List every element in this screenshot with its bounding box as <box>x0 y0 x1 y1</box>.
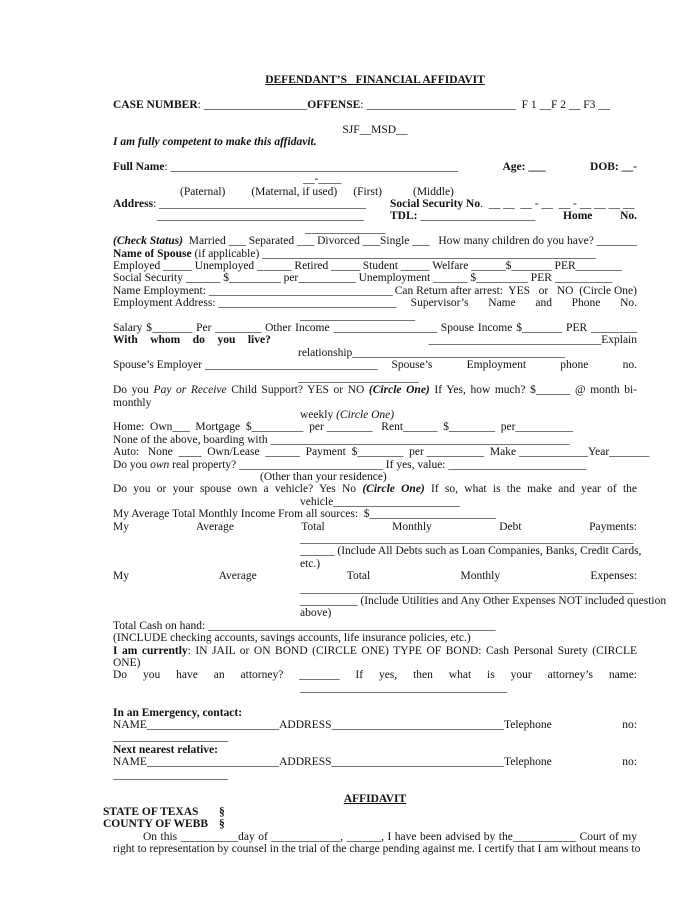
property-blanks: real property? _________________________ If yes, value: ________________________ <box>169 458 587 471</box>
relative-phone-label: no: <box>622 756 637 769</box>
county-section-symbol: § <box>219 818 225 831</box>
expenses-blank-line: __________________________________________________________ <box>300 582 634 595</box>
address-blank: : ____________________________________ <box>153 198 367 211</box>
boarding-row: None of the above, boarding with ____________________________________________________ <box>113 433 570 446</box>
affidavit-heading: AFFIDAVIT <box>343 793 407 806</box>
felony-flags: F 1 __F 2 __ F3 __ <box>515 98 610 111</box>
ssn-blank: . __ __ __ - __ __ - __ __ __ __ <box>480 198 635 211</box>
attorney-name-blank: ____________________________________ <box>300 681 507 694</box>
vehicle-row <box>113 483 637 495</box>
living-with-blank: ______________________________Explain <box>428 334 637 347</box>
case-number-blank: : __________________ <box>197 98 308 111</box>
emergency-contact-row <box>113 719 637 731</box>
child-support-pre: Do you <box>113 384 154 397</box>
case-number-row <box>113 99 637 111</box>
spouse-name-blank: (if applicable) __________________________________________________________ <box>191 247 596 260</box>
weekly-label: weekly <box>300 408 337 421</box>
debt-detail-block <box>300 532 642 570</box>
income-total-row: My Average Total Monthly Income From all sources: $______________________ <box>113 508 497 521</box>
vehicle-continuation: vehicle______________________ <box>300 495 460 508</box>
home-label: Home <box>563 210 593 223</box>
auto-row: Auto: None ____ Own/Lease ______ Payment $________ per __________ Make ____________Year_______ <box>113 446 650 459</box>
county-row <box>103 818 637 830</box>
debt-note-line: ______ (Include All Debts such as Loan Companies, Banks, Credit Cards, <box>300 545 642 558</box>
tdl-field <box>390 210 535 222</box>
offense-blank: : __________________________ <box>360 98 516 111</box>
real-property-row <box>113 459 637 471</box>
address-field <box>113 198 366 210</box>
full-name-field <box>113 161 458 173</box>
living-with-row <box>113 334 637 346</box>
emergency-name-address-field: NAME_______________________ADDRESS______________________________Telephone <box>113 719 552 732</box>
employer-address-field: Employment Address: _______________________________ <box>113 297 397 310</box>
housing-row: Home: Own___ Mortgage $_________ per ________ Rent______ $________ per__________ <box>113 421 573 434</box>
employer-name-row <box>113 285 637 297</box>
custody-options: : IN JAIL or ON BOND (CIRCLE ONE) TYPE OF BOND: Cash Personal Surety (CIRCLE ONE) <box>113 644 637 670</box>
debt-blank-line: __________________________________________________________ <box>300 532 634 545</box>
debt-header-row: My Average Total Monthly Debt Payments: <box>113 520 637 533</box>
tdl-label: TDL: <box>390 210 418 223</box>
relative-underline: ____________________ <box>113 768 228 781</box>
ssn-field <box>390 198 637 210</box>
state-label: STATE OF TEXAS <box>103 805 199 818</box>
benefits-row: Social Security ______ $_________ per__________ Unemployment ______ $_________ PER __________ <box>113 272 613 285</box>
vehicle-circle-one-label: (Circle One) <box>362 483 425 496</box>
check-status-label: (Check Status) <box>113 235 183 248</box>
full-name-label: Full Name <box>113 160 165 173</box>
cash-on-hand-row: Total Cash on hand: __________________________________________________ <box>113 619 496 632</box>
weekly-option-row <box>300 409 637 421</box>
vehicle-make-year-question: If so, what is the make and year of the <box>424 483 637 496</box>
age-field: Age: ___ <box>502 160 546 173</box>
expenses-note-continuation: above) <box>300 607 332 620</box>
tdl-blank: ____________________ <box>417 210 536 223</box>
marital-options: Married ___ Separated ___ Divorced ___Single ___ <box>182 235 430 248</box>
employer-name-field: Name Employment: ________________________________ <box>113 284 393 297</box>
dob-field: DOB: __- <box>590 160 637 173</box>
full-name-blank: : __________________________________________________ <box>164 160 459 173</box>
county-label: COUNTY OF WEBB <box>103 818 209 831</box>
vehicle-question: Do you or your spouse own a vehicle? Yes No <box>113 483 363 496</box>
affidavit-paragraph-line-2: right to representation by counsel in the trial of the charge pending against me. I certify that I am without means to <box>113 843 641 856</box>
home-no-continuation-blank: ______________ <box>305 222 386 235</box>
expenses-note-line: __________ (Include Utilities and Any Other Expenses NOT included question <box>300 595 667 608</box>
next-relative-heading: Next nearest relative: <box>113 743 218 756</box>
state-section-symbol: § <box>219 805 225 818</box>
own-label: own <box>150 458 170 471</box>
ssn-label: Social Security No <box>390 198 481 211</box>
middle-caption: (Middle) <box>413 185 454 198</box>
living-with-question: With whom do you live? <box>113 334 271 347</box>
supervisor-continuation-blank: ____________________ <box>300 309 415 322</box>
marital-status-row <box>113 235 637 247</box>
name-parts-caption-row <box>113 186 637 198</box>
relationship-continuation: relationship_____________________________________ <box>298 346 566 359</box>
employer-address-row <box>113 297 637 309</box>
child-support-amount: If Yes, how much? $______ @ month bi-monthly <box>113 384 637 409</box>
paternal-caption: (Paternal) <box>180 185 226 198</box>
no-label: No. <box>620 210 637 223</box>
address-blank-2: ____________________________________ <box>157 210 364 223</box>
offense-label: OFFENSE <box>307 98 361 111</box>
circle-one-label: (Circle One) <box>368 384 430 397</box>
pay-or-receive-label: Pay or Receive <box>153 384 227 397</box>
property-pre: Do you <box>113 458 151 471</box>
address-label: Address <box>113 198 154 211</box>
marital-options-field <box>113 235 430 247</box>
first-caption: (First) <box>353 185 382 198</box>
debt-note-continuation: etc.) <box>300 557 321 570</box>
children-question: How many children do you have? _______ <box>438 235 637 248</box>
can-return-field: Can Return after arrest: YES or NO (Circle One) <box>394 284 637 297</box>
expenses-header-row: My Average Total Monthly Expenses: <box>113 570 637 583</box>
supervisor-field: Supervisor’s Name and Phone No. <box>410 297 637 310</box>
custody-status-row <box>113 645 637 670</box>
emergency-underline: ____________________ <box>113 731 228 744</box>
maternal-caption: (Maternal, if used) <box>251 185 338 198</box>
tdl-home-row <box>390 210 637 222</box>
spouse-name-label: Name of Spouse <box>113 247 192 260</box>
attorney-row: Do you have an attorney? _______ If yes, then what is your attorney’s name: <box>113 669 637 682</box>
competency-statement: I am fully competent to make this affidavit. <box>113 136 317 148</box>
salary-row: Salary $_______ Per ________ Other Income __________________ Spouse Income $_______ PER ________ <box>113 322 637 335</box>
page-title: DEFENDANT’S FINANCIAL AFFIDAVIT <box>265 74 485 86</box>
next-relative-row <box>113 756 637 768</box>
expenses-detail-block <box>300 582 667 620</box>
emergency-contact-heading: In an Emergency, contact: <box>113 706 243 719</box>
dob-continuation-blank: __-____ <box>303 173 342 186</box>
spouse-employer-field: Spouse’s Employer ______________________________ <box>113 359 378 372</box>
sjf-msd-row: SJF__MSD__ <box>342 123 408 136</box>
case-number-label: CASE NUMBER <box>113 98 198 111</box>
child-support-row <box>113 384 637 409</box>
address-row <box>113 198 637 210</box>
relative-name-address-field: NAME_______________________ADDRESS______________________________Telephone <box>113 756 552 769</box>
weekly-circle-one-label: (Circle One) <box>336 408 395 421</box>
i-am-currently-label: I am currently <box>113 644 188 657</box>
child-support-mid: Child Support? YES or NO <box>226 384 369 397</box>
employment-status-row: Employed _____ Unemployed ______ Retired _____ Student _____ Welfare ______$_______ PER________ <box>113 260 622 273</box>
state-row <box>103 806 637 818</box>
other-residence-note: (Other than your residence) <box>260 470 387 483</box>
cash-note-row: (INCLUDE checking accounts, savings accounts, life insurance policies, etc.) <box>113 632 471 645</box>
spouse-employment-phone-field: Spouse’s Employment phone no. <box>391 359 637 372</box>
address-row-2 <box>113 210 637 222</box>
affidavit-paragraph-line-1: On this __________day of ____________, ______, I have been advised by the___________ Court of my <box>143 830 637 843</box>
full-name-row <box>113 161 637 173</box>
spouse-name-row <box>113 248 637 260</box>
spouse-employer-row <box>113 359 637 371</box>
child-support-blank: _____________________ <box>298 371 419 384</box>
emergency-phone-label: no: <box>622 719 637 732</box>
